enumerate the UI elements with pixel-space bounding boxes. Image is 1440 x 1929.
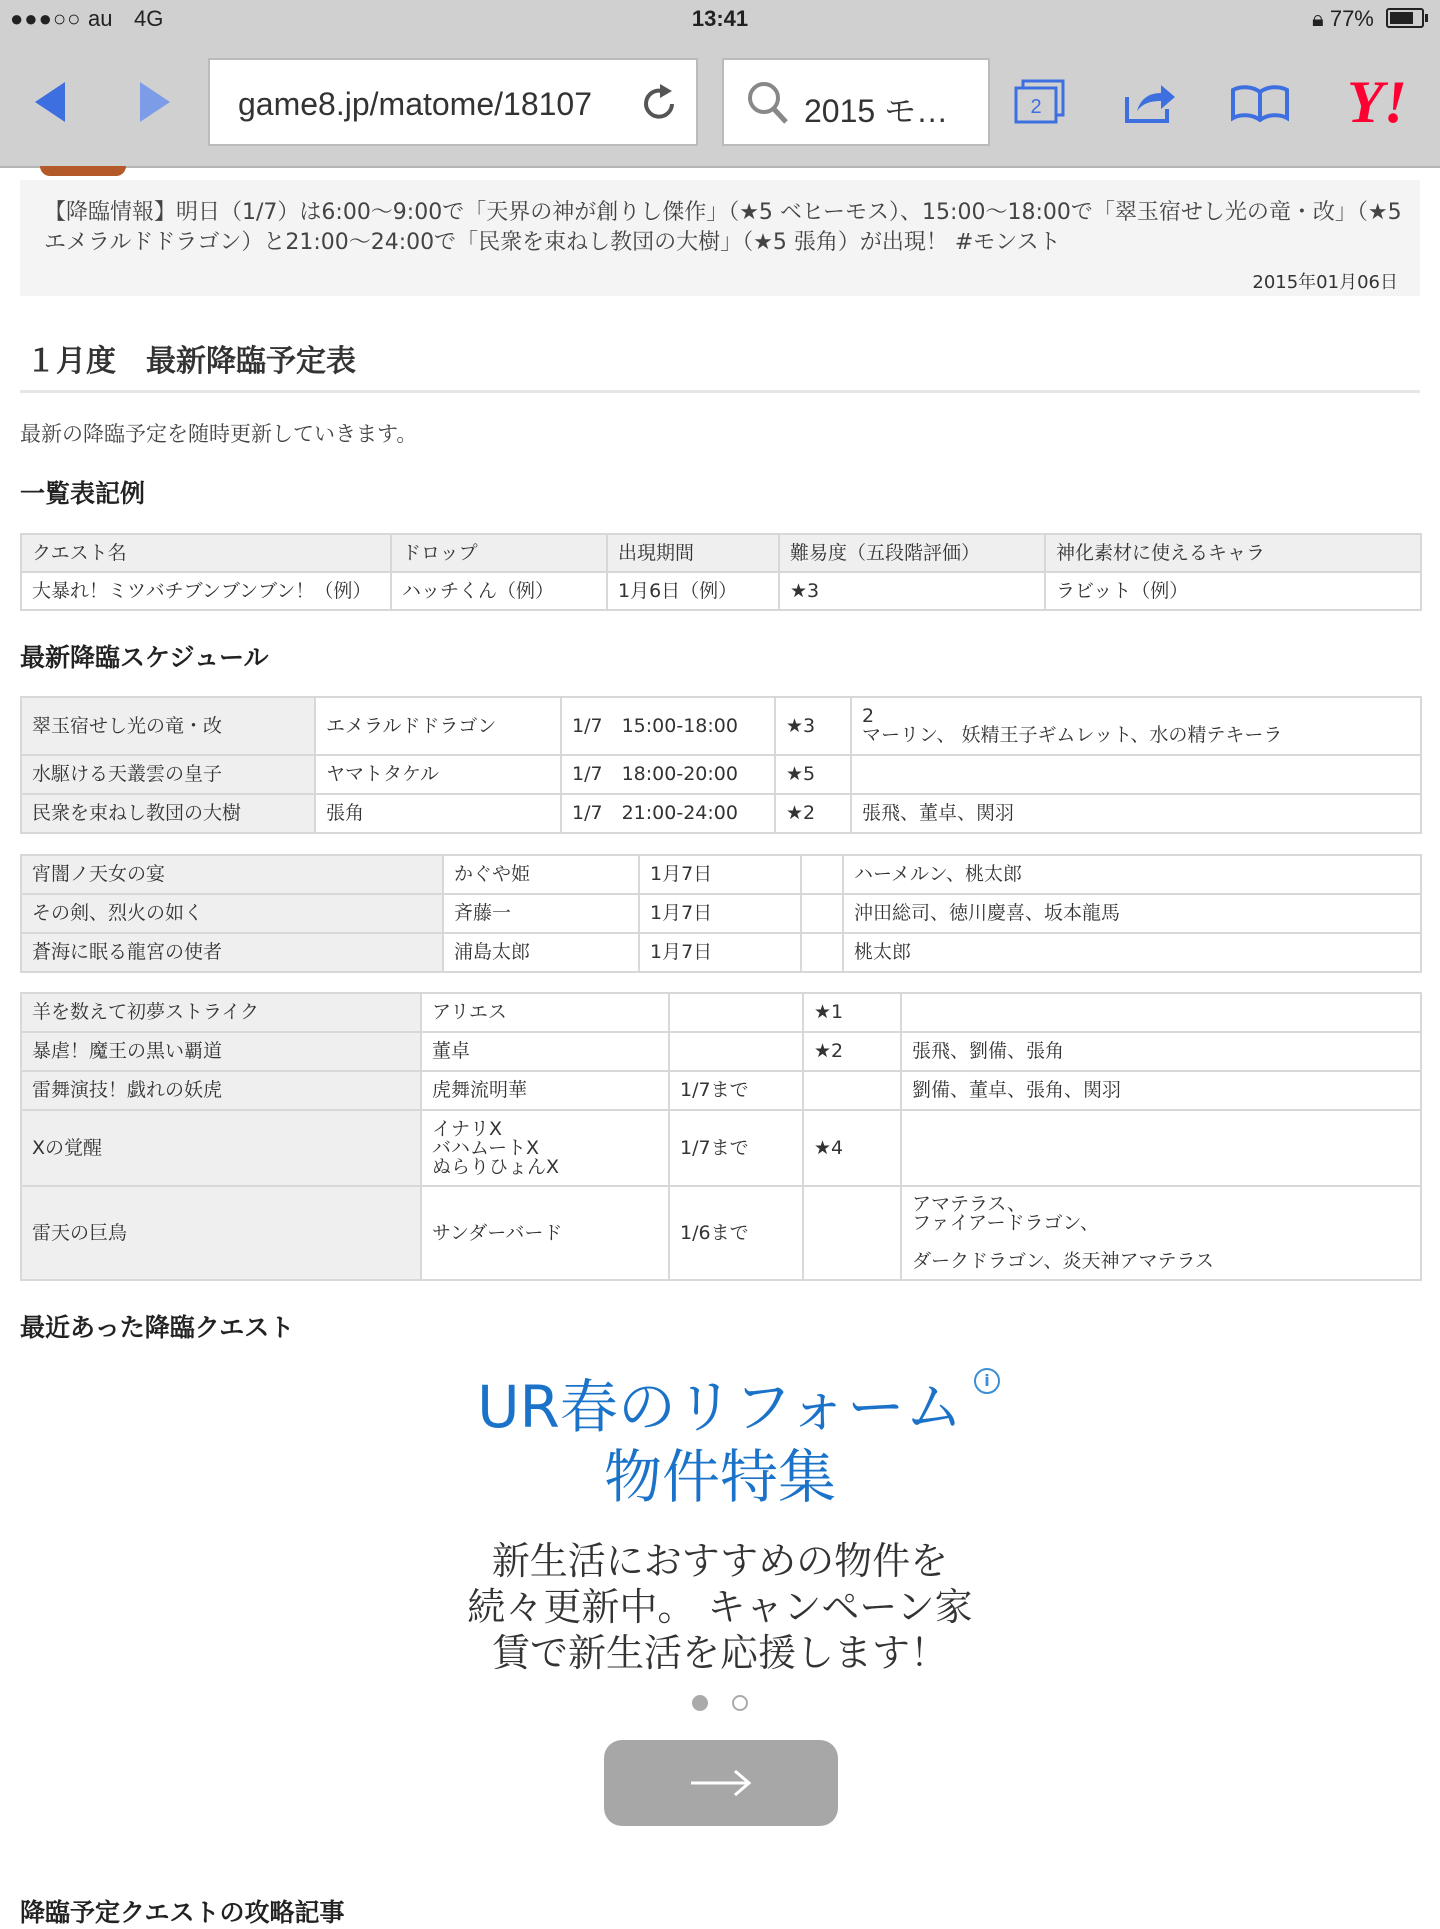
battery-icon [1386,8,1424,28]
table-cell: 大暴れ！ミツバチブンブンブン！（例） [21,572,391,610]
browser-toolbar [0,38,1440,168]
table-cell [901,1110,1421,1186]
table-cell [803,1071,901,1110]
search-icon [746,80,790,126]
rotation-lock-icon: 🔒︎ [1311,6,1324,31]
tabs-count: 2 [1030,96,1042,118]
table-cell: 1/6まで [669,1186,803,1280]
share-icon [1123,79,1177,125]
table-cell: ★3 [779,572,1045,610]
table-row [21,572,1421,610]
table-cell: 沖田総司、徳川慶喜、坂本龍馬 [843,894,1421,933]
forward-button[interactable] [125,38,185,166]
quest-name: 暴虐！魔王の黒い覇道 [21,1032,421,1071]
table-cell: 2 マーリン、 妖精王子ギムレット、水の精テキーラ [851,697,1421,755]
table-cell: 1月7日 [639,855,801,894]
header-period: 出現期間 [607,534,779,572]
quest-name: 宵闇ノ天女の宴 [21,855,443,894]
status-bar [0,0,1440,38]
table-cell: 1/7 18:00-20:00 [561,755,775,794]
table-cell: 1/7 21:00-24:00 [561,794,775,833]
table-cell: ハッチくん（例） [391,572,607,610]
table-row [21,1071,1421,1110]
book-icon [1230,82,1290,122]
quest-name: 雷舞演技！戯れの妖虎 [21,1071,421,1110]
tabs-icon [1013,79,1067,125]
table-cell: エメラルドドラゴン [315,697,561,755]
table-cell [801,933,843,972]
table-cell: ヤマトタケル [315,755,561,794]
table-row [21,755,1421,794]
table-cell: アリエス [421,993,669,1032]
quest-name: 民衆を束ねし教団の大樹 [21,794,315,833]
table-cell: かぐや姫 [443,855,639,894]
table-cell [901,993,1421,1032]
quest-name: その剣、烈火の如く [21,894,443,933]
table-row [21,794,1421,833]
table-cell: 斉藤一 [443,894,639,933]
forward-arrow-icon [138,80,172,124]
ad-next-button[interactable] [604,1740,838,1826]
table-cell [669,1032,803,1071]
header-drop: ドロップ [391,534,607,572]
table-cell [851,755,1421,794]
table-cell: ★2 [803,1032,901,1071]
table-cell: 張飛、董卓、関羽 [851,794,1421,833]
table-row [21,697,1421,755]
battery-percent: 77% [1329,6,1374,31]
table-row [21,1032,1421,1071]
tweet-text: 【降臨情報】明日（1/7）は6:00〜9:00で「天界の神が創りし傑作」（★5 ベヒーモス）、15:00〜18:00で「翠玉宿せし光の竜・改」（★5 エメラルドドラゴン）と21:00〜24:00で「民衆を束ねし教団の大樹」（★5 張角）が出現！ #モンスト [44,200,1402,255]
quest-name: 雷天の巨鳥 [21,1186,421,1280]
table-cell: 張飛、劉備、張角 [901,1032,1421,1071]
table-cell [803,1186,901,1280]
share-button[interactable] [1118,38,1182,166]
table-row [21,993,1421,1032]
signal-strength-icon: ●●●○○ [10,6,82,31]
table-cell: ★1 [803,993,901,1032]
table-cell: サンダーバード [421,1186,669,1280]
yahoo-button[interactable] [1322,38,1432,166]
table-cell: ★3 [775,697,851,755]
ad-title[interactable]: UR春のリフォーム 物件特集 [477,1373,963,1511]
table-cell [669,993,803,1032]
reload-icon[interactable] [640,82,680,124]
header-quest: クエスト名 [21,534,391,572]
table-cell: 1月7日 [639,894,801,933]
table-cell: 1/7 15:00-18:00 [561,697,775,755]
table-row [21,933,1421,972]
table-cell: 董卓 [421,1032,669,1071]
strategy-articles-heading: 降臨予定クエストの攻略記事 [20,1898,345,1927]
search-bar[interactable] [722,58,990,146]
recent-quests-heading: 最近あった降臨クエスト [20,1313,295,1342]
table-cell: 虎舞流明華 [421,1071,669,1110]
battery-status [1312,6,1424,32]
schedule-table-1 [20,696,1422,834]
table-cell: 1/7まで [669,1110,803,1186]
divider [20,390,1420,393]
bookmarks-button[interactable] [1228,38,1292,166]
table-cell: 1/7まで [669,1071,803,1110]
quest-name: 水駆ける天叢雲の皇子 [21,755,315,794]
ad-body: 新生活におすすめの物件を 続々更新中。 キャンペーン家 賃で新生活を応援します！ [467,1539,973,1675]
table-cell [801,855,843,894]
network-type: 4G [134,6,164,31]
avatar [40,166,126,176]
table-row [21,894,1421,933]
carousel-dots [400,1695,1040,1715]
legend-table [20,533,1422,611]
legend-heading: 一覧表記例 [20,479,146,508]
carrier-label: au [88,6,113,31]
tabs-button[interactable] [1008,38,1072,166]
clock: 13:41 [691,6,749,31]
table-cell: ★2 [775,794,851,833]
table-cell: イナリX バハムートX ぬらりひょんX [421,1110,669,1186]
carousel-dot[interactable] [732,1695,748,1711]
url-bar[interactable] [208,58,698,146]
schedule-table-2 [20,854,1422,973]
table-cell: 桃太郎 [843,933,1421,972]
table-cell [801,894,843,933]
table-row [21,855,1421,894]
page-title: １月度 最新降臨予定表 [26,344,356,379]
table-cell: 浦島太郎 [443,933,639,972]
ad-banner[interactable] [400,1368,1040,1818]
table-cell: ハーメルン、桃太郎 [843,855,1421,894]
table-cell: 張角 [315,794,561,833]
quest-name: 蒼海に眠る龍宮の使者 [21,933,443,972]
quest-name: 羊を数えて初夢ストライク [21,993,421,1032]
table-cell: ★5 [775,755,851,794]
table-cell: 1月6日（例） [607,572,779,610]
back-arrow-icon [33,80,67,124]
intro-text: 最新の降臨予定を随時更新していきます。 [20,422,418,446]
search-text: 2015 モ… [804,93,949,129]
table-cell: アマテラス、 ファイアードラゴン、 ダークドラゴン、炎天神アマテラス [901,1186,1421,1280]
yahoo-logo: Y! [1347,68,1407,135]
schedule-heading: 最新降臨スケジュール [20,643,269,672]
table-cell: 劉備、董卓、張角、関羽 [901,1071,1421,1110]
quest-name: Xの覚醒 [21,1110,421,1186]
header-evolution-chars: 神化素材に使えるキャラ [1045,534,1421,572]
tweet-date: 2015年01月06日 [1252,272,1398,293]
battery-fill [1390,12,1413,24]
header-difficulty: 難易度（五段階評価） [779,534,1045,572]
arrow-right-icon [689,1768,753,1798]
table-cell: ラビット（例） [1045,572,1421,610]
table-row [21,1110,1421,1186]
embedded-tweet[interactable] [20,180,1420,296]
table-cell: ★4 [803,1110,901,1186]
table-header-row [21,534,1421,572]
back-button[interactable] [20,38,80,166]
info-icon[interactable]: i [974,1368,1000,1394]
table-cell: 1月7日 [639,933,801,972]
quest-name: 翠玉宿せし光の竜・改 [21,697,315,755]
url-text: game8.jp/matome/18107 [238,86,592,122]
carousel-dot-active[interactable] [692,1695,708,1711]
table-row [21,1186,1421,1280]
schedule-table-3 [20,992,1422,1281]
